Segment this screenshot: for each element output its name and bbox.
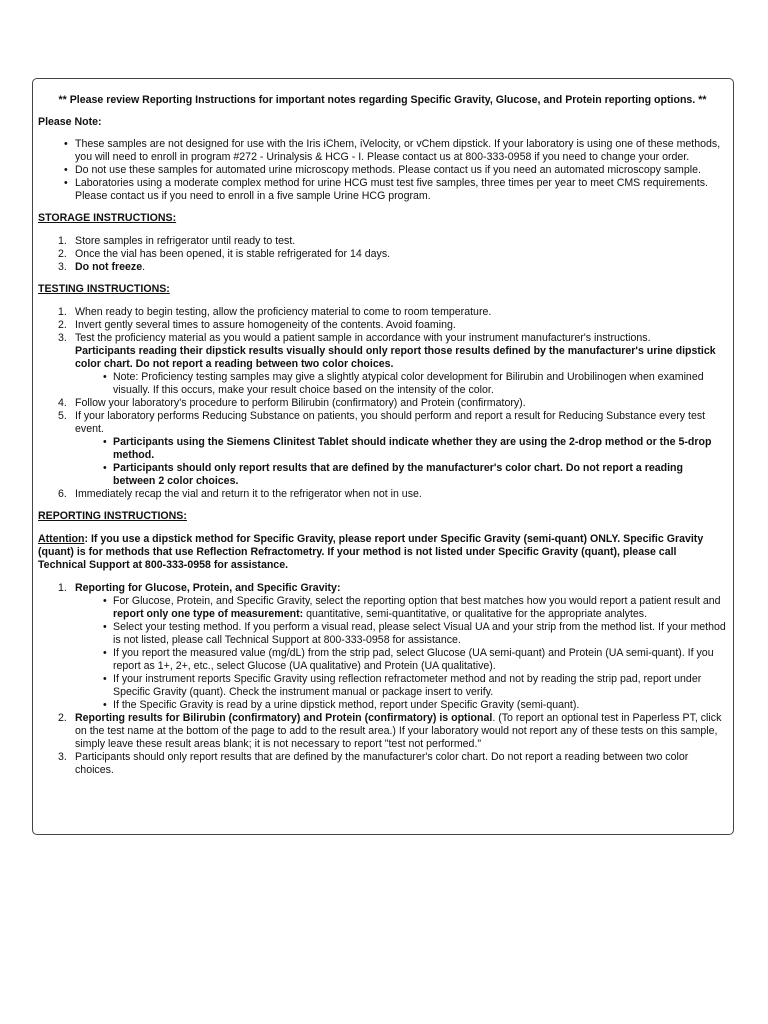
- sub-item: • If the Specific Gravity is read by a urine dipstick method, report under Specific Gravity (semi-quant).: [75, 699, 727, 712]
- sub-item: • If you report the measured value (mg/dL) from the strip pad, select Glucose (UA semi-quant) and Protein (UA semi-quant). If you report as 1+, 2+, etc., select Glucose (UA qualitative) and Protein (UA qualitative).: [75, 647, 727, 673]
- note-item: • Laboratories using a moderate complex method for urine HCG must test five samples, three times per year to meet CMS requirements. Please contact us if you need to enroll in a five sample Urine HCG program.: [38, 177, 727, 203]
- item-text: When ready to begin testing, allow the proficiency material to come to room temperature.: [75, 306, 492, 318]
- notes-list: [38, 138, 727, 203]
- item-text: Participants should only report results that are defined by the manufacturer's color chart. Do not report a reading between two color choices.: [75, 751, 689, 776]
- item-text: Follow your laboratory's procedure to perform Bilirubin (confirmatory) and Protein (confirmatory).: [75, 397, 526, 409]
- storage-item: [38, 235, 727, 248]
- testing-list: [38, 306, 727, 501]
- note-item: • Do not use these samples for automated urine microscopy methods. Please contact us if you need an automated microscopy sample.: [38, 164, 727, 177]
- item-text: Store samples in refrigerator until ready to test.: [75, 235, 296, 247]
- attention-paragraph: [38, 533, 727, 572]
- item-text: . (To report an optional test in Paperless PT, click on the test name at the bottom of the page to add to the result area.) If your laboratory would not report any of these tests on this sample, simply leave these result areas blank; it is not necessary to report "test not performed.": [75, 712, 722, 750]
- testing-item: [38, 306, 727, 319]
- reporting-item: [38, 582, 727, 712]
- reporting-title: REPORTING INSTRUCTIONS:: [38, 510, 187, 522]
- please-note-title: Please Note:: [38, 116, 102, 128]
- sub-list: [75, 595, 727, 712]
- item-number: 3.: [58, 751, 67, 763]
- sub-item: • Note: Proficiency testing samples may give a slightly atypical color development for Bilirubin and Urobilinogen when examined visually. If this occurs, make your result choice based on the intensity of the color.: [75, 371, 727, 397]
- item-text: Invert gently several times to assure homogeneity of the contents. Avoid foaming.: [75, 319, 456, 331]
- item-number: 1.: [58, 582, 67, 594]
- item-text: Once the vial has been opened, it is stable refrigerated for 14 days.: [75, 248, 391, 260]
- note-item: • These samples are not designed for use with the Iris iChem, iVelocity, or vChem dipstick. If your laboratory is using one of these methods, you will need to enroll in program #272 - Urinalysis & HCG - I. Please contact us at 800-333-0958 if you need to change your order.: [38, 138, 727, 164]
- attention-label: Attention: [38, 533, 85, 545]
- item-bold-text: Do not freeze: [75, 261, 143, 273]
- instructions-panel: [32, 78, 734, 835]
- review-header: ** Please review Reporting Instructions for important notes regarding Specific Gravity, Glucose, and Protein reporting options. **: [58, 94, 707, 106]
- item-number: 2.: [58, 712, 67, 724]
- item-number: 3.: [58, 332, 67, 344]
- item-bold-text: Reporting for Glucose, Protein, and Specific Gravity:: [75, 582, 341, 594]
- testing-item: [38, 488, 727, 501]
- sub-item-text: quantitative, semi-quantitative, or qualitative for the appropriate analytes.: [303, 608, 648, 620]
- storage-item: [38, 248, 727, 261]
- sub-item: • Select your testing method. If you perform a visual read, please select Visual UA and your strip from the method list. If your method is not listed, please call Technical Support at 800-333-0958 for assistance.: [75, 621, 727, 647]
- item-number: 1.: [58, 235, 67, 247]
- item-number: 1.: [58, 306, 67, 318]
- item-text: If your laboratory performs Reducing Substance on patients, you should perform and report a result for Reducing Substance every test event.: [75, 410, 706, 435]
- testing-item: [38, 397, 727, 410]
- reporting-item: [38, 712, 727, 751]
- item-bold-text: Participants reading their dipstick results visually should only report those results defined by the manufacturer's urine dipstick color chart. Do not report a reading between two color choices.: [75, 345, 716, 370]
- item-text: Test the proficiency material as you would a patient sample in accordance with your instrument manufacturer's instructions.: [75, 332, 651, 344]
- sub-item: [75, 436, 727, 462]
- item-text: Immediately recap the vial and return it to the refrigerator when not in use.: [75, 488, 422, 500]
- sub-item-text: For Glucose, Protein, and Specific Gravity, select the reporting option that best matches how you would report a patient result and: [113, 595, 721, 607]
- testing-item: [38, 319, 727, 332]
- storage-list: [38, 235, 727, 274]
- item-number: 5.: [58, 410, 67, 422]
- testing-item: [38, 410, 727, 488]
- reporting-list: [38, 582, 727, 777]
- sub-item-bold: Participants using the Siemens Clinitest Tablet should indicate whether they are using the 2-drop method or the 5-drop method.: [113, 436, 712, 461]
- storage-item: [38, 261, 727, 274]
- sub-list: [75, 371, 727, 397]
- item-number: 3.: [58, 261, 67, 273]
- item-number: 2.: [58, 319, 67, 331]
- item-bold-text: Reporting results for Bilirubin (confirmatory) and Protein (confirmatory) is optional: [75, 712, 493, 724]
- reporting-item: [38, 751, 727, 777]
- sub-list: [75, 436, 727, 488]
- item-number: 4.: [58, 397, 67, 409]
- item-number: 2.: [58, 248, 67, 260]
- testing-item: [38, 332, 727, 397]
- sub-item: [75, 595, 727, 621]
- sub-item-bold: report only one type of measurement:: [113, 608, 304, 620]
- sub-item: • If your instrument reports Specific Gravity using reflection refractometer method and not by reading the strip pad, report under Specific Gravity (quant). Check the instrument manual or package insert to verify.: [75, 673, 727, 699]
- item-number: 6.: [58, 488, 67, 500]
- sub-item-bold: Participants should only report results that are defined by the manufacturer's color chart. Do not report a reading between 2 color choices.: [113, 462, 683, 487]
- storage-title: STORAGE INSTRUCTIONS:: [38, 212, 177, 224]
- attention-text: : If you use a dipstick method for Specific Gravity, please report under Specific Gravity (semi-quant) ONLY. Specific Gravity (quant) is for methods that use Reflection Refractometry. If your method is not listed under Specific Gravity (quant), please call Technical Support at 800-333-0958 for assistance.: [38, 533, 704, 571]
- sub-item: [75, 462, 727, 488]
- item-text: .: [142, 261, 146, 273]
- testing-title: TESTING INSTRUCTIONS:: [38, 283, 170, 295]
